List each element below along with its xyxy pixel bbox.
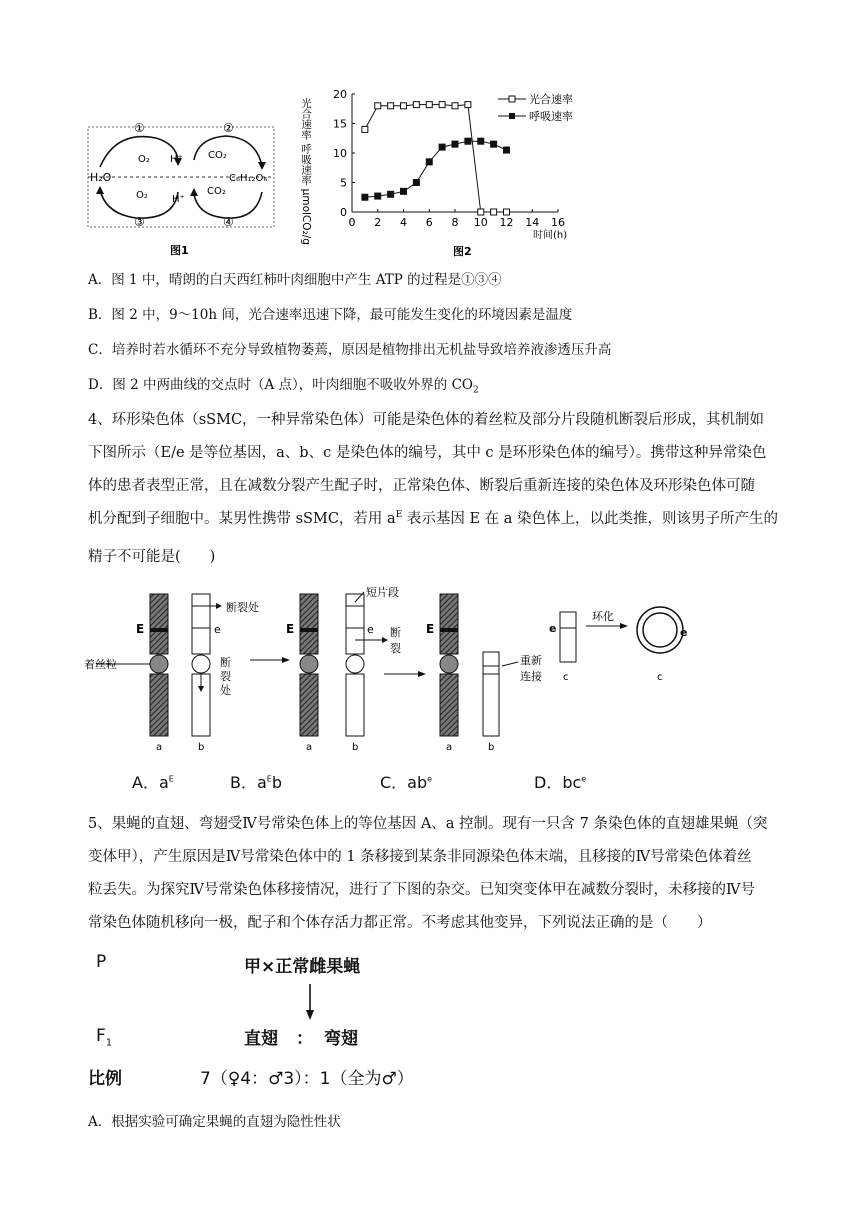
label-a-2: a (306, 742, 313, 753)
data-point-photosynthesis (426, 102, 432, 108)
chart-axes (352, 94, 558, 212)
centromere-b1 (192, 655, 210, 673)
cross-bent: 弯翅 (324, 1029, 358, 1049)
q5-line-1: 5、果蝇的直翅、弯翅受Ⅳ号常染色体上的等位基因 A、a 控制。现有一只含 7 条染色体的直翅雄果蝇（突 (88, 816, 768, 832)
cross-f1-sub: 1 (105, 1037, 113, 1049)
data-point-respiration (439, 144, 445, 150)
arc-2 (194, 136, 262, 166)
chart-xlabel: 时间(h) (533, 230, 568, 241)
chromosome-a1-lower (150, 674, 168, 736)
label-b-2: b (352, 742, 359, 753)
q4-option-c (380, 770, 432, 793)
label-break-3a: 断 (390, 626, 401, 639)
label-E-3: E (426, 622, 435, 636)
label-E-1: E (136, 622, 145, 636)
centromere-a3 (440, 655, 458, 673)
label-co2-bottom: CO₂ (207, 186, 226, 197)
data-point-photosynthesis (388, 103, 394, 109)
q5-line-3: 粒丢失。为探究Ⅳ号常染色体移接情况，进行了下图的杂交。已知突变体甲在减数分裂时，未移接的Ⅳ号 (88, 882, 755, 898)
data-point-photosynthesis (504, 209, 510, 215)
label-c4: ④ (223, 215, 234, 229)
q4-option-d-sup: e (581, 774, 587, 784)
x-tick-label: 12 (499, 216, 514, 229)
q4-line-4-post: 表示基因 E 在 a 染色体上，以此类推，则该男子所产生的 (402, 511, 779, 527)
cross-straight: 直翅 (244, 1029, 278, 1049)
label-break-3b: 裂 (390, 642, 401, 655)
x-tick-label: 14 (525, 216, 540, 229)
q3-option-d-text: D．图 2 中两曲线的交点时（A 点），叶肉细胞不吸收外界的 CO (88, 377, 473, 393)
ring-chromosome (637, 607, 683, 653)
label-break-1: 断裂处 (226, 601, 259, 614)
arc-4-arrowhead (190, 188, 198, 196)
label-E-2: E (286, 622, 295, 636)
x-tick-label: 10 (473, 216, 488, 229)
data-point-respiration (388, 191, 394, 197)
label-b-1: b (198, 742, 205, 753)
q4-line-2: 下图所示（E/e 是等位基因，a、b、c 是染色体的编号，其中 c 是环形染色体的编号）。携带这种异常染色 (88, 445, 767, 461)
label-c-2: c (657, 672, 663, 683)
q4-option-c-sup: e (427, 774, 433, 784)
chromosome-a2-upper (300, 594, 318, 654)
label-centromere: 着丝粒 (84, 658, 117, 671)
x-tick-label: 6 (425, 216, 433, 229)
cross-ratio: 7（♀4：♂3）：1（全为♂） (200, 1069, 414, 1089)
chromosome-a1-upper (150, 594, 168, 654)
q5-line-2: 变体甲），产生原因是Ⅳ号常染色体中的 1 条移接到某条非同源染色体末端，且移接的Ⅳ号常染色体着丝 (88, 849, 752, 865)
data-point-respiration (478, 138, 484, 144)
label-c3: ③ (134, 215, 145, 229)
figure-1-caption: 图1 (170, 244, 189, 257)
label-c1: ① (134, 121, 145, 135)
data-point-photosynthesis (439, 102, 445, 108)
q3-option-d (88, 373, 479, 396)
label-e-3: e (549, 622, 557, 635)
q3-option-b: B．图 2 中，9～10h 间，光合速率迅速下降，最可能发生变化的环境因素是温度 (88, 307, 573, 323)
label-e-4: e (680, 626, 688, 639)
chromosome-b2-lower (346, 674, 364, 736)
data-point-respiration (491, 141, 497, 147)
q4-option-b (230, 770, 282, 793)
x-tick-label: 0 (348, 216, 356, 229)
q5-line-4: 常染色体随机移向一极，配子和个体存活力都正常。不考虑其他变异，下列说法正确的是（ ） (88, 915, 712, 931)
label-o2-top: O₂ (138, 154, 150, 165)
label-c-1: c (563, 672, 569, 683)
label-co2-top: CO₂ (208, 150, 227, 161)
q4-line-5: 精子不可能是( ) (88, 549, 216, 565)
data-point-respiration (362, 194, 368, 200)
data-point-photosynthesis (375, 103, 381, 109)
label-break-2a: 断 (220, 656, 231, 669)
q4-option-a (132, 770, 174, 793)
cross-f1-text: F (96, 1026, 106, 1046)
q5-option-a: A．根据实验可确定果蝇的直翅为隐性性状 (88, 1114, 341, 1130)
data-point-photosynthesis (465, 102, 471, 108)
x-tick-label: 2 (374, 216, 382, 229)
label-e-2: e (367, 623, 374, 636)
q4-option-b-post: b (271, 773, 283, 792)
label-a-1: a (156, 742, 163, 753)
arc-2-arrowhead (258, 162, 266, 170)
rejoined-top (483, 652, 499, 666)
q4-option-c-text: C．ab (380, 773, 428, 792)
data-point-photosynthesis (362, 126, 368, 132)
cross-f1-label (96, 1026, 112, 1048)
centromere-b2 (346, 655, 364, 673)
legend-marker-photosynthesis (509, 96, 515, 102)
data-point-respiration (413, 180, 419, 186)
cross-ratio-label: 比例 (88, 1069, 122, 1089)
q4-line-4-pre: 机分配到子细胞中。某男性携带 sSMC，若用 a (88, 511, 396, 527)
q3-option-c: C．培养时若水循环不充分导致植物萎蔫，原因是植物排出无机盐导致培养液渗透压升高 (88, 342, 612, 358)
data-point-photosynthesis (452, 103, 458, 109)
figure-2-caption: 图2 (453, 245, 472, 258)
data-point-photosynthesis (478, 209, 484, 215)
y-tick-label: 5 (340, 176, 347, 190)
label-glucose: C₆H₁₂O₆ (229, 173, 268, 184)
label-a-3: a (446, 742, 453, 753)
label-c2: ② (223, 121, 234, 135)
legend-label-respiration: 呼吸速率 (529, 110, 573, 123)
data-point-respiration (465, 138, 471, 144)
q4-option-b-sup: E (266, 774, 272, 784)
legend-marker-respiration (509, 113, 515, 119)
x-tick-label: 16 (551, 216, 565, 229)
q3-option-d-sub: 2 (472, 385, 479, 396)
chromosome-b1-upper (192, 594, 210, 654)
centromere-a1 (150, 655, 168, 673)
q3-option-a: A．图 1 中，晴朗的白天西红柿叶肉细胞中产生 ATP 的过程是①③④ (88, 272, 502, 288)
series-line-respiration (365, 141, 507, 197)
q4-line-4 (88, 507, 778, 528)
y-tick-label: 20 (333, 88, 347, 101)
label-e-1: e (214, 623, 221, 636)
q4-option-a-text: A．a (132, 773, 169, 792)
q4-line-1: 4、环形染色体（sSMC，一种异常染色体）可能是染色体的着丝粒及部分片段随机断裂后形成，其机制如 (88, 412, 765, 428)
cross-arrow (300, 982, 320, 1022)
y-tick-label: 10 (333, 147, 347, 160)
label-ring: 环化 (592, 610, 614, 623)
band-E1 (150, 628, 168, 632)
figure-1 (86, 120, 286, 260)
cross-p-label: P (96, 952, 107, 972)
label-short-fragment: 短片段 (366, 586, 399, 599)
data-point-photosynthesis (401, 103, 407, 109)
label-o2-bottom: O₂ (136, 190, 148, 201)
chart-series (362, 102, 510, 215)
data-point-respiration (504, 147, 510, 153)
chromosome-b3-rejoined (483, 674, 499, 736)
data-point-respiration (401, 188, 407, 194)
y-tick-label: 0 (340, 206, 347, 219)
cross-parents: 甲×正常雌果蝇 (244, 957, 361, 977)
q4-option-d-text: D．bc (534, 773, 582, 792)
q4-option-d (534, 770, 586, 793)
legend-label-photosynthesis: 光合速率 (529, 93, 573, 106)
arc-3-arrowhead (96, 186, 104, 194)
q4-option-b-text: B．a (230, 773, 267, 792)
figure-2-chart (300, 84, 590, 259)
chromosome-b2-upper (346, 594, 364, 654)
chromosome-a3-lower (440, 674, 458, 736)
data-point-respiration (426, 159, 432, 165)
label-h-bottom: H⁺ (172, 194, 185, 205)
ring-chromosome-diagram (84, 584, 704, 754)
q4-option-a-sup: E (168, 774, 174, 784)
label-break-2b: 裂 (220, 670, 231, 683)
data-point-photosynthesis (413, 102, 419, 108)
x-tick-label: 4 (400, 216, 407, 229)
chromosome-a3-upper (440, 594, 458, 654)
label-rejoin-2: 连接 (520, 670, 542, 683)
data-point-photosynthesis (491, 209, 497, 215)
x-tick-label: 8 (451, 216, 459, 229)
chart-ylabel: 光合速率 呼吸速率 μmolCO₂/g (300, 98, 312, 245)
label-rejoin-1: 重新 (520, 654, 542, 667)
chromosome-a2-lower (300, 674, 318, 736)
cross-colon: ： (296, 1029, 313, 1049)
pointer-rejoin (502, 662, 518, 666)
label-break-2c: 处 (220, 684, 231, 697)
label-b-3: b (488, 742, 495, 753)
label-h2o: H₂O (90, 171, 112, 184)
q4-line-3: 体的患者表型正常，且在减数分裂产生配子时，正常染色体、断裂后重新连接的染色体及环形染色体可随 (88, 478, 755, 494)
data-point-respiration (452, 141, 458, 147)
centromere-a2 (300, 655, 318, 673)
chromosome-c-linear (560, 612, 576, 662)
label-h-top: H⁺ (170, 154, 183, 165)
q4-line-4-sup: E (395, 510, 403, 521)
data-point-respiration (375, 193, 381, 199)
y-tick-label: 15 (333, 117, 347, 131)
series-line-photosynthesis (365, 105, 507, 212)
